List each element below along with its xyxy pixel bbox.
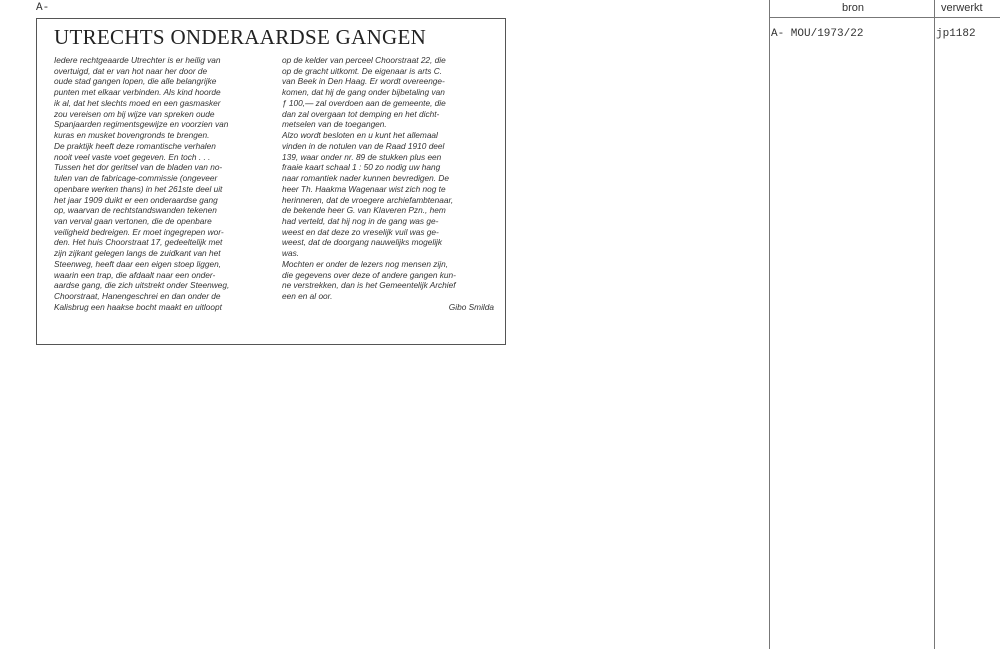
text-line: kuras en musket bovengronds te brengen.: [54, 130, 210, 141]
text-line: naar romantiek nader kunnen bevredigen. De: [282, 173, 449, 184]
text-line: overtuigd, dat er van hot naar her door de: [54, 65, 208, 76]
record-divider-right: [934, 0, 935, 649]
text-line: Tussen het dor geritsel van de bladen van no-: [54, 162, 223, 173]
text-line: waarin een trap, die afdaalt naar een onder-: [54, 269, 216, 280]
text-line: van Beek in Den Haag. Er wordt overeenge-: [282, 76, 445, 87]
author-byline: Gibo Smilda: [448, 301, 494, 312]
text-line: het jaar 1909 duikt er een onderaardse gang: [54, 194, 218, 205]
text-line: den. Het huis Choorstraat 17, gedeeltelijk met: [54, 237, 223, 248]
text-line: oude stad gangen lopen, die alle belangrijke: [54, 76, 217, 87]
text-line: de bekende heer G. van Klaveren Pzn., hem: [282, 205, 446, 216]
text-line: van verval gaan vertonen, die de openbare: [54, 216, 212, 227]
record-divider-left: [769, 0, 770, 649]
clipping-column-left: [54, 55, 264, 313]
text-line: dan zal overgaan tot demping en het dicht-: [282, 108, 440, 119]
text-line: herinneren, dat de vroegere archiefambtenaar,: [282, 194, 454, 205]
text-line: weest en dat deze zo vreselijk vuil was ge-: [282, 226, 439, 237]
text-line: metselen van de toegangen.: [282, 119, 387, 130]
text-line: ƒ 100,— zal overdoen aan de gemeente, die: [282, 97, 446, 108]
text-line: die gegevens over deze of andere gangen kun-: [282, 269, 456, 280]
text-line: Spanjaarden regimentsgewijze en voorzien van: [54, 119, 229, 130]
text-line: Steenweg, heeft daar een eigen stoep liggen,: [54, 258, 221, 269]
text-line: nooit veel vaste voet gegeven. En toch . . .: [54, 151, 211, 162]
header-verwerkt: verwerkt: [941, 2, 983, 14]
text-line: op de gracht uitkomt. De eigenaar is arts C.: [282, 65, 443, 76]
clipping-column-right: [282, 55, 496, 313]
text-line: 139, waar onder nr. 89 de stukken plus een: [282, 151, 442, 162]
text-line: aardse gang, die zich uitstrekt onder Steenweg,: [54, 280, 230, 291]
text-line: ne verstrekken, dan is het Gemeentelijk Archief: [282, 280, 456, 291]
text-line: komen, dat hij de gang onder bijbetaling van: [282, 87, 445, 98]
text-line: veiligheid bedreigen. Er moet ingegrepen wor-: [54, 226, 224, 237]
text-line: punten met elkaar verbinden. Als kind hoorde: [54, 87, 221, 98]
text-line: Iedere rechtgeaarde Utrechter is er heilig van: [54, 55, 221, 65]
text-line: ik al, dat het slechts moed en een gasmasker: [54, 97, 221, 108]
record-header-rule: [769, 17, 1000, 18]
text-line: tulen van de fabricage-commissie (ongeveer: [54, 173, 218, 184]
verwerkt-value: jp1182: [936, 28, 976, 40]
text-line: zou vereisen om bij wijze van spreken oude: [54, 108, 215, 119]
corner-label: A-: [36, 2, 50, 14]
header-bron: bron: [842, 2, 865, 14]
text-line: weest, dat de doorgang nauwelijks mogelijk: [282, 237, 443, 248]
text-line: op de kelder van perceel Choorstraat 22, die: [282, 55, 446, 65]
text-line: Choorstraat, Hanengeschrei en dan onder de: [54, 291, 221, 302]
text-line: Kalisbrug een haakse bocht maakt en uitloopt: [54, 301, 222, 312]
text-line: zijn zijkant gelegen langs de zuidkant van het: [54, 248, 221, 259]
text-line: De praktijk heeft deze romantische verhalen: [54, 140, 216, 151]
text-line: openbare werken thans) in het 261ste deel uit: [54, 183, 223, 194]
text-line: had verteld, dat hij nog in de gang was ge-: [282, 216, 439, 227]
clipping-title: UTRECHTS ONDERAARDSE GANGEN: [54, 25, 427, 49]
text-line: een en al oor.: [282, 291, 333, 302]
text-line: Alzo wordt besloten en u kunt het allemaal: [282, 130, 438, 141]
text-line: heer Th. Haakma Wagenaar wist zich nog te: [282, 183, 446, 194]
text-line: op, waarvan de rechtstandswanden tekenen: [54, 205, 217, 216]
text-line: fraaie kaart schaal 1 : 50 zo nodig uw hang: [282, 162, 441, 173]
text-line: Mochten er onder de lezers nog mensen zijn,: [282, 258, 449, 269]
text-line: was.: [282, 248, 300, 259]
text-line: vinden in de notulen van de Raad 1910 deel: [282, 140, 445, 151]
bron-value: A- MOU/1973/22: [771, 28, 864, 40]
